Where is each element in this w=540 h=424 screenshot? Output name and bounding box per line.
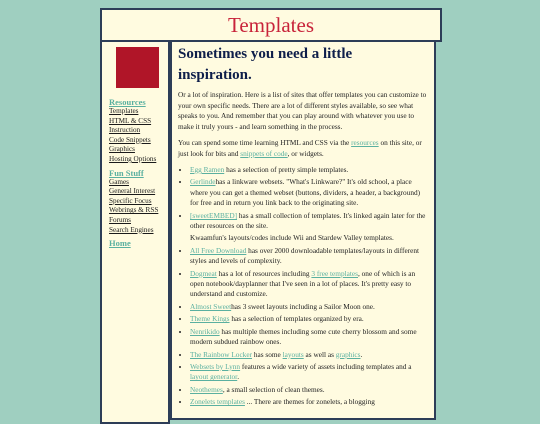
site-link[interactable]: [sweetEMBED]: [190, 210, 238, 220]
site-link[interactable]: Theme Kings: [190, 314, 230, 324]
list-item: [190, 350, 428, 360]
site-link[interactable]: The Rainbow Locker: [190, 349, 253, 359]
site-link[interactable]: Egg Ramen: [190, 165, 225, 174]
nav-graphics[interactable]: Graphics: [109, 145, 135, 154]
p2-text-1: You can spend some time learning HTML and CSS via the: [178, 138, 352, 147]
site-desc: Kwaamfun's layouts/codes include Wii and Stardew Valley templates.: [190, 233, 394, 243]
site-link[interactable]: Almost Sweet: [190, 301, 232, 311]
nav-hosting[interactable]: Hosting Options: [109, 154, 157, 163]
site-desc: has a lot of resources including: [216, 268, 312, 278]
site-desc: has over 2000 downloadable templates/layouts in different styles and levels of complexity.: [190, 245, 420, 266]
nav-general-interest[interactable]: General Interest: [109, 187, 156, 196]
nav-forums[interactable]: Forums: [109, 215, 131, 224]
nav-heading-fun[interactable]: Fun Stuff: [109, 167, 144, 178]
site-header: [100, 8, 442, 42]
list-item: [190, 327, 428, 348]
site-link-3[interactable]: graphics: [335, 349, 361, 359]
site-title: Templates: [228, 13, 314, 37]
list-item: [190, 397, 428, 407]
site-link[interactable]: All Free Download: [190, 245, 247, 255]
nav-html-css[interactable]: HTML & CSS Instruction: [109, 116, 152, 135]
site-link[interactable]: Zonelets templates: [190, 397, 245, 407]
list-item: [190, 211, 428, 232]
sidebar: [100, 40, 170, 424]
template-site-list: [178, 165, 428, 408]
p2-text-2: on this site, or just look for bits and: [178, 138, 422, 158]
site-desc: , a small selection of clean themes.: [222, 384, 325, 394]
list-item: [190, 246, 428, 267]
site-link[interactable]: Gerlinde: [190, 177, 216, 187]
nav-specific-focus[interactable]: Specific Focus: [109, 196, 152, 205]
site-desc: has a small collection of templates. It's linked again later for the other resources on the site.: [190, 210, 426, 231]
site-desc: has a linkware websets. "What's Linkware?" It's old school, a place where you can get a themed webset (buttons, dividers, a header, a background) for free and in return you link back to the originating site.: [190, 177, 421, 208]
site-desc-2: , one of which is an open notebook/dayplanner that I've seen in a lot of places. It's pretty easy to understand and customize.: [190, 268, 416, 299]
site-desc-3: .: [360, 349, 363, 359]
list-item: [190, 177, 428, 208]
site-link[interactable]: Dogmeat: [190, 268, 217, 278]
snippets-link[interactable]: snippets of code: [240, 148, 288, 158]
site-desc-2: .: [237, 372, 240, 382]
site-link-2[interactable]: 3 free templates: [311, 268, 358, 278]
resources-paragraph: [178, 138, 428, 159]
list-item: [190, 385, 428, 395]
logo-block: [116, 47, 159, 88]
page-title: Sometimes you need a little inspiration.: [178, 46, 353, 83]
nav-templates[interactable]: Templates: [109, 107, 139, 115]
site-link-2[interactable]: layouts: [282, 349, 304, 359]
site-desc: features a wide variety of assets including templates and a: [240, 361, 412, 371]
sidebar-nav: [109, 94, 173, 248]
site-link[interactable]: Nenrikido: [190, 326, 220, 336]
site-desc: has a selection of templates organized by era.: [229, 314, 364, 324]
site-desc: has a selection of pretty simple templates.: [224, 165, 349, 174]
site-desc: ... There are themes for zonelets, a blogging: [244, 397, 375, 407]
main-content: [170, 40, 436, 420]
nav-webrings[interactable]: Webrings & RSS: [109, 206, 159, 215]
site-link[interactable]: Websets by Lynn: [190, 361, 241, 371]
nav-home[interactable]: Home: [109, 238, 131, 249]
list-item: [190, 269, 428, 300]
site-desc: has 3 sweet layouts including a Sailor Moon one.: [231, 301, 375, 311]
site-link[interactable]: Neothemes: [190, 384, 223, 394]
list-item: [190, 165, 428, 175]
site-desc: has multiple themes including some cute cherry blossom and some modern subdued rainbow ones.: [190, 326, 417, 347]
nav-code-snippets[interactable]: Code Snippets: [109, 135, 151, 144]
list-item: [190, 302, 428, 312]
site-desc: has some: [252, 349, 283, 359]
list-item: [190, 362, 428, 383]
intro-paragraph: Or a lot of inspiration. Here is a list of sites that offer templates you can customize to your own specific needs. There are a lot of different styles available, so see what speaks to you. And remember that you can play around with whatever you use to make it truly yours - and learn something in the process.: [178, 90, 427, 131]
list-item: [190, 233, 428, 243]
site-desc-2: as well as: [303, 349, 336, 359]
nav-search-engines[interactable]: Search Engines: [109, 225, 154, 234]
nav-heading-resources[interactable]: Resources: [109, 97, 146, 107]
site-link-2[interactable]: layout generator: [190, 372, 238, 382]
resources-link[interactable]: resources: [351, 138, 379, 147]
list-item: [190, 314, 428, 324]
p2-text-3: , or widgets.: [287, 148, 324, 158]
nav-games[interactable]: Games: [109, 177, 129, 186]
